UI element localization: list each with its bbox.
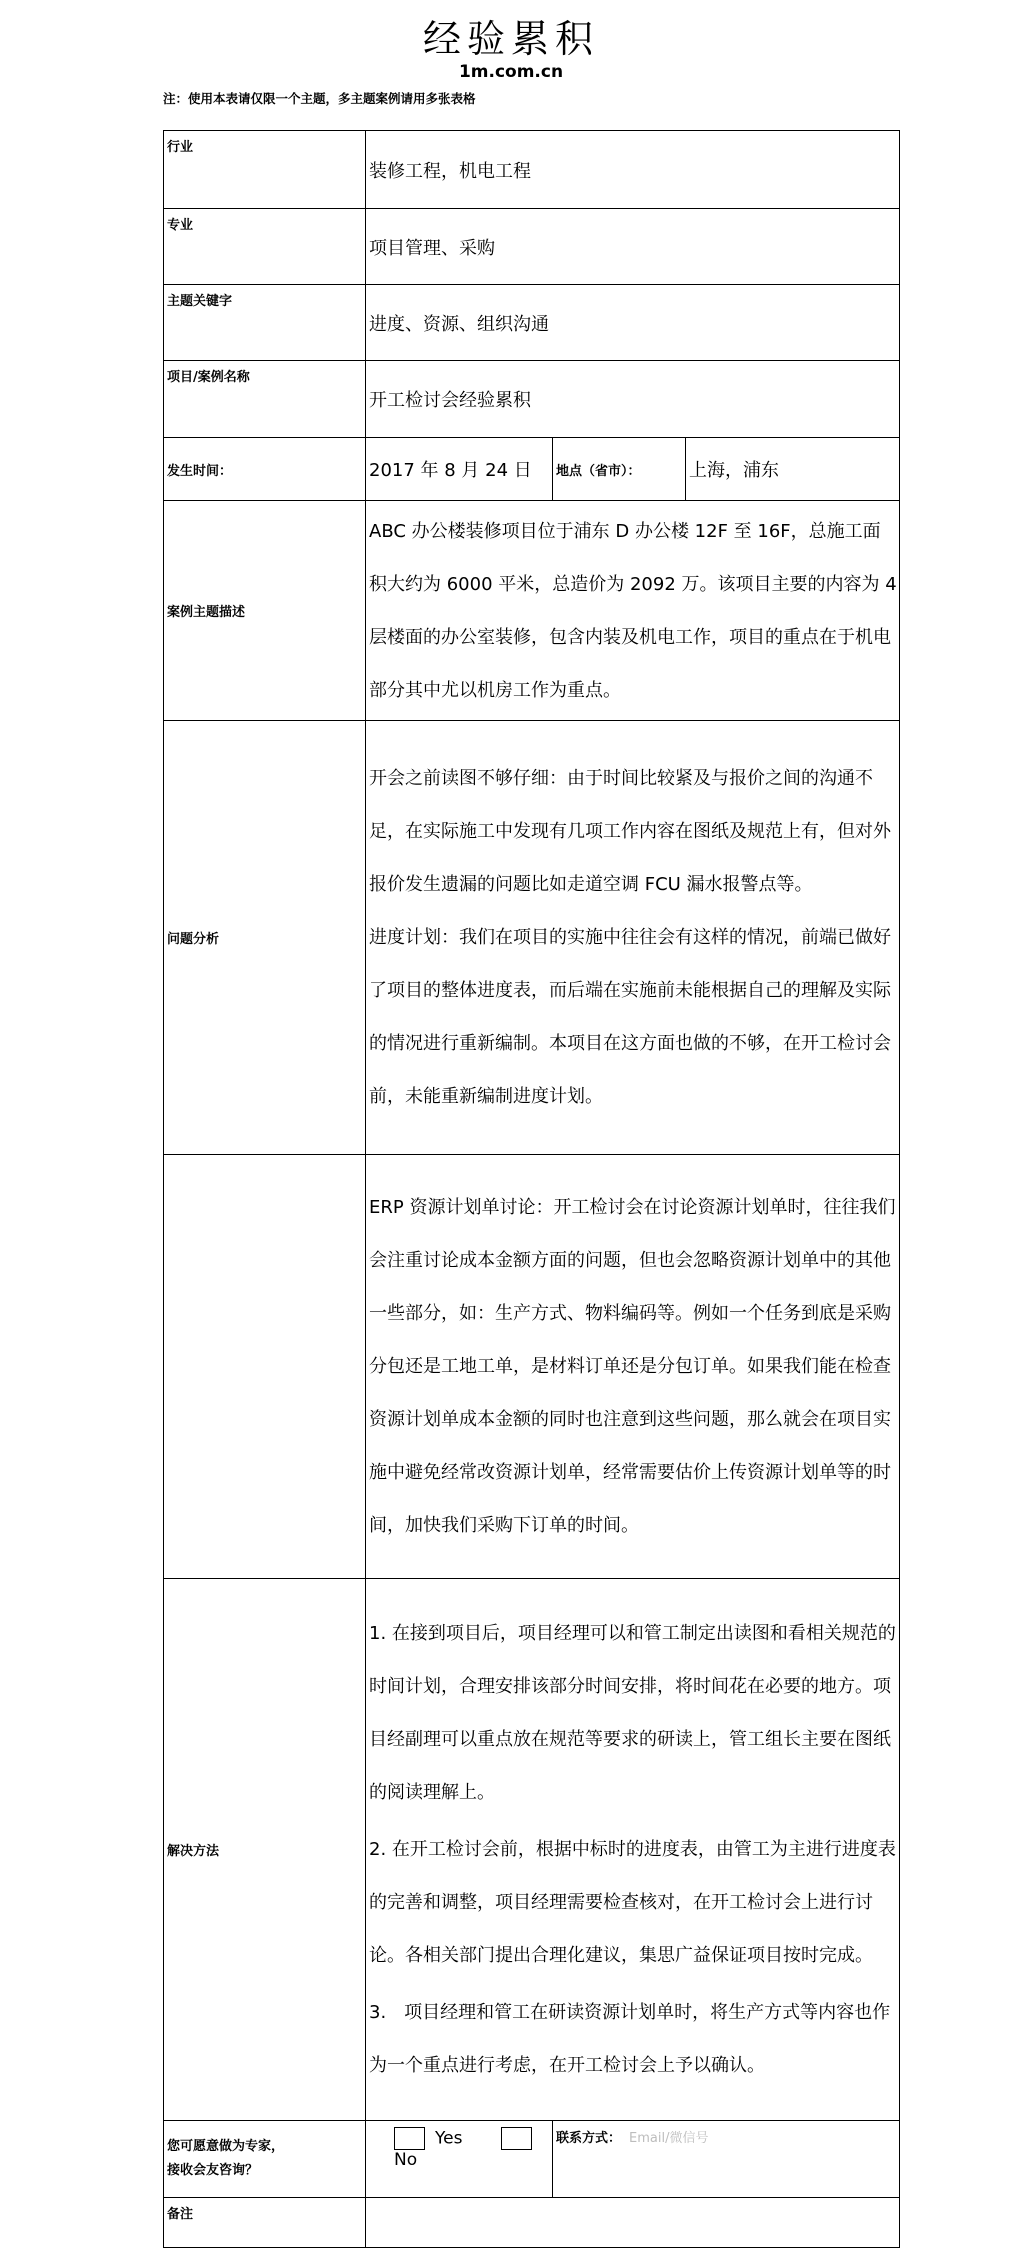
row-description [164, 501, 900, 721]
description-label: 案例主题描述 [164, 501, 366, 721]
erp-label-empty [164, 1155, 366, 1579]
yes-checkbox[interactable] [394, 2127, 425, 2150]
expert-label-line-2: 接收会友咨询？ [167, 2163, 259, 2178]
description-text[interactable] [366, 501, 900, 721]
erp-text[interactable] [366, 1155, 900, 1579]
erp-paragraph: ERP 资源计划单讨论：开工检讨会在讨论资源计划单时，往往我们会注重讨论成本金额方面的问题，但也会忽略资源计划单中的其他一些部分，如：生产方式、物料编码等。例如一个任务到底是采购分包还是工地工单，是材料订单还是分包订单。如果我们能在检查资源计划单成本金额的同时也注意到这些问题，那么就会在项目实施中避免经常改资源计划单，经常需要估价上传资源计划单等的时间，加快我们采购下订单的时间。 [369, 1197, 896, 1536]
analysis-text[interactable] [366, 721, 900, 1155]
description-paragraph: ABC 办公楼装修项目位于浦东 D 办公楼 12F 至 16F，总施工面积大约为 6000 平米，总造价为 2092 万。该项目主要的内容为 4 层楼面的办公室装修，包含内装及机电工作，项目的重点在于机电部分其中尤以机房工作为重点。 [369, 520, 897, 701]
page-title: 经验累积 [422, 17, 599, 61]
row-specialty [164, 209, 900, 285]
solution-paragraph-1: 1. 在接到项目后，项目经理可以和管工制定出读图和看相关规范的时间计划，合理安排该部分时间安排，将时间花在必要的地方。项目经副理可以重点放在规范等要求的研读上，管工组长主要在图纸的阅读理解上。 [369, 1623, 896, 1803]
row-erp [164, 1155, 900, 1579]
contact-placeholder: Email/微信号 [629, 2131, 709, 2146]
analysis-paragraph-1: 开会之前读图不够仔细：由于时间比较紧及与报价之间的沟通不足，在实际施工中发现有几项工作内容在图纸及规范上有，但对外报价发生遗漏的问题比如走道空调 FCU 漏水报警点等。 [369, 768, 891, 895]
row-project-name [164, 361, 900, 438]
analysis-paragraph-2: 进度计划：我们在项目的实施中往往会有这样的情况，前端已做好了项目的整体进度表，而后端在实施前未能根据自己的理解及实际的情况进行重新编制。本项目在这方面也做的不够，在开工检讨会前，未能重新编制进度计划。 [369, 927, 891, 1107]
row-keywords [164, 285, 900, 361]
solution-paragraph-3: 3. 项目经理和管工在研读资源计划单时，将生产方式等内容也作为一个重点进行考虑，在开工检讨会上予以确认。 [369, 2002, 891, 2076]
expert-choice [366, 2121, 553, 2198]
contact-cell[interactable] [553, 2121, 900, 2198]
row-expert [164, 2121, 900, 2198]
row-industry [164, 131, 900, 209]
location-label: 地点（省市）： [553, 438, 686, 501]
row-solution [164, 1579, 900, 2121]
keywords-value[interactable]: 进度、资源、组织沟通 [366, 285, 900, 361]
location-value[interactable]: 上海，浦东 [686, 438, 900, 501]
expert-label-line-1: 您可愿意做为专家， [167, 2139, 285, 2154]
no-label: No [394, 2150, 418, 2170]
project-name-label: 项目/案例名称 [164, 361, 366, 438]
time-value[interactable]: 2017 年 8 月 24 日 [366, 438, 553, 501]
solution-text[interactable] [366, 1579, 900, 2121]
analysis-label: 问题分析 [164, 721, 366, 1155]
expert-label [164, 2121, 366, 2198]
no-checkbox[interactable] [501, 2127, 532, 2150]
remarks-label: 备注 [164, 2198, 366, 2248]
industry-value[interactable]: 装修工程，机电工程 [366, 131, 900, 209]
industry-label: 行业 [164, 131, 366, 209]
project-name-value[interactable]: 开工检讨会经验累积 [366, 361, 900, 438]
row-remarks [164, 2198, 900, 2248]
experience-form-table [163, 130, 900, 2248]
row-analysis [164, 721, 900, 1155]
time-label: 发生时间： [164, 438, 366, 501]
row-time-location [164, 438, 900, 501]
yes-label: Yes [435, 2128, 463, 2149]
specialty-value[interactable]: 项目管理、采购 [366, 209, 900, 285]
specialty-label: 专业 [164, 209, 366, 285]
remarks-value[interactable] [366, 2198, 900, 2248]
solution-label: 解决方法 [164, 1579, 366, 2121]
solution-paragraph-2: 2. 在开工检讨会前，根据中标时的进度表，由管工为主进行进度表的完善和调整，项目经理需要检查核对，在开工检讨会上进行讨论。各相关部门提出合理化建议，集思广益保证项目按时完成。 [369, 1839, 896, 1966]
usage-note: 注：使用本表请仅限一个主题，多主题案例请用多张表格 [163, 91, 476, 106]
keywords-label: 主题关键字 [164, 285, 366, 361]
site-subtitle: 1m.com.cn [458, 62, 564, 82]
contact-label: 联系方式： [556, 2131, 622, 2146]
